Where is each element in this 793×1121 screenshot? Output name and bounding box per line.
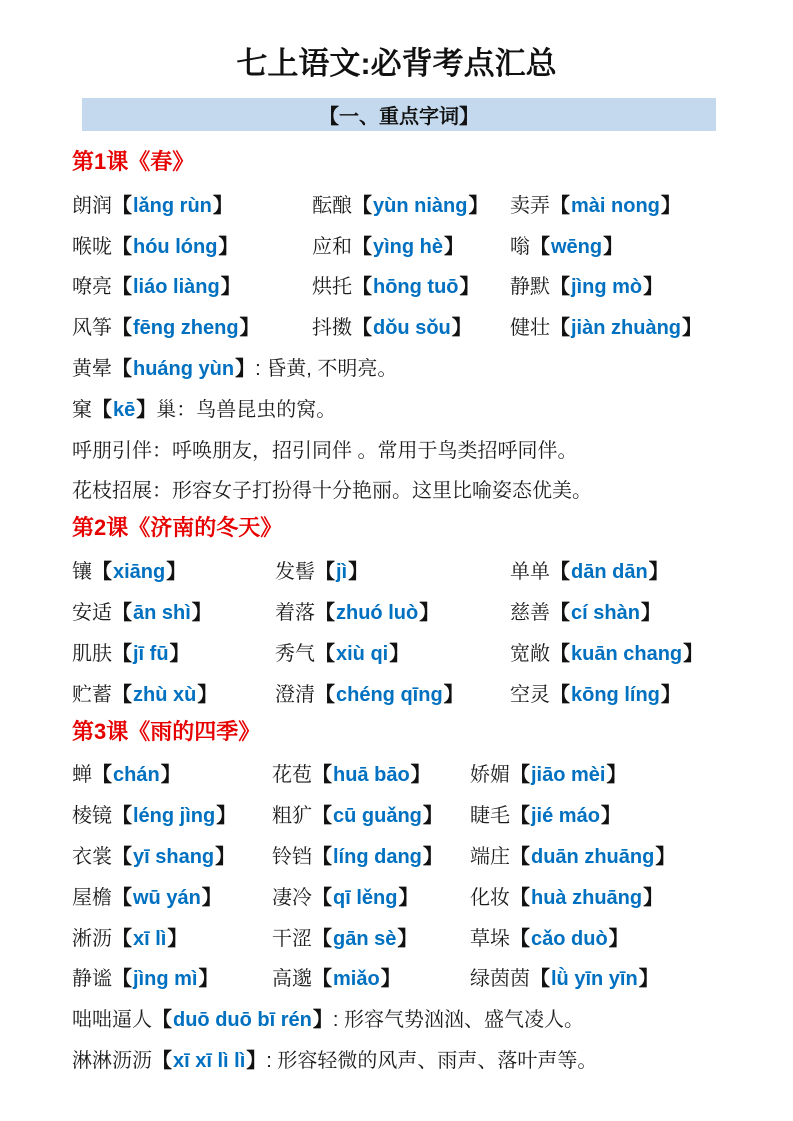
open-bracket: 【 [112, 194, 132, 217]
close-bracket: 】 [468, 194, 489, 217]
vocab-pinyin: ān shì [133, 602, 191, 625]
vocab-row [72, 875, 721, 916]
vocab-word: 着落 [275, 602, 315, 625]
open-bracket: 【 [112, 683, 132, 706]
vocab-pinyin: huáng yùn [133, 358, 235, 381]
open-bracket: 【 [530, 235, 550, 258]
open-bracket: 【 [550, 194, 570, 217]
open-bracket: 【 [352, 276, 372, 299]
vocab-pinyin: qī lěng [333, 886, 398, 909]
vocab-word: 淅沥 [72, 927, 112, 950]
vocab-word: 慈善 [510, 602, 550, 625]
vocab-word: 棱镜 [72, 805, 112, 828]
vocab-entry [72, 962, 272, 991]
vocab-word: 发髻 [275, 561, 315, 584]
vocab-entry [312, 270, 510, 299]
open-bracket: 【 [112, 602, 132, 625]
vocab-pinyin: huā bāo [333, 764, 410, 787]
vocab-entry [470, 881, 721, 910]
vocab-pinyin: lǎng rùn [133, 194, 212, 217]
close-bracket: 】 [398, 886, 419, 909]
vocab-entry [275, 678, 510, 707]
open-bracket: 【 [112, 927, 132, 950]
vocab-pinyin: kē [113, 398, 136, 421]
close-bracket: 】 [169, 642, 190, 665]
open-bracket: 【 [312, 886, 332, 909]
vocab-pinyin: líng dang [333, 846, 422, 869]
idiom-text: 花枝招展：形容女子打扮得十分艳丽。这里比喻姿态优美。 [72, 480, 592, 503]
page-title: 七上语文:必背考点汇总 [236, 46, 557, 81]
vocab-word: 空灵 [510, 683, 550, 706]
vocab-entry [470, 962, 721, 991]
close-bracket: 】 [410, 764, 431, 787]
vocab-word: 静谧 [72, 968, 112, 991]
open-bracket: 【 [510, 764, 530, 787]
close-bracket: 】 [660, 194, 681, 217]
close-bracket: 】 [682, 317, 702, 340]
close-bracket: 】 [643, 886, 664, 909]
vocab-entry [312, 230, 510, 259]
open-bracket: 【 [312, 764, 332, 787]
vocab-entry [72, 922, 272, 951]
close-bracket: 】 [389, 642, 410, 665]
vocab-word: 高邈 [272, 968, 312, 991]
idiom-row [72, 428, 721, 469]
vocab-entry [72, 311, 312, 340]
vocab-word: 单单 [510, 561, 550, 584]
vocab-entry [72, 393, 156, 422]
vocab-row [72, 590, 721, 631]
vocab-pinyin: chán [113, 764, 160, 787]
open-bracket: 【 [550, 683, 570, 706]
close-bracket: 】 [422, 846, 443, 869]
vocab-entry [72, 881, 272, 910]
vocab-pinyin: kōng líng [571, 683, 660, 706]
vocab-entry [470, 799, 721, 828]
vocab-pinyin: duō duō bī rén [173, 1009, 312, 1032]
vocab-row [72, 834, 721, 875]
vocab-pinyin: hōng tuō [373, 276, 459, 299]
vocab-word: 娇媚 [470, 764, 510, 787]
vocab-entry [72, 840, 272, 869]
vocab-entry [470, 840, 721, 869]
vocab-word: 衣裳 [72, 846, 112, 869]
sections-container [72, 147, 721, 1079]
open-bracket: 【 [550, 561, 570, 584]
definition-row [72, 997, 721, 1038]
open-bracket: 【 [550, 317, 570, 340]
close-bracket: 】 [348, 561, 369, 584]
vocab-entry [275, 555, 510, 584]
close-bracket: 】 [606, 764, 627, 787]
close-bracket: 】 [212, 194, 233, 217]
open-bracket: 【 [312, 846, 332, 869]
vocab-pinyin: jiàn zhuàng [571, 317, 681, 340]
vocab-word: 肌肤 [72, 642, 112, 665]
close-bracket: 】 [166, 561, 187, 584]
close-bracket: 】 [643, 276, 664, 299]
close-bracket: 】 [660, 683, 681, 706]
vocab-pinyin: yī shang [133, 846, 215, 869]
vocab-word: 嘹亮 [72, 276, 112, 299]
vocab-word: 端庄 [470, 846, 510, 869]
vocab-word: 干涩 [272, 927, 312, 950]
vocab-pinyin: yùn niàng [373, 194, 468, 217]
close-bracket: 】 [608, 927, 629, 950]
vocab-pinyin: jìng mò [571, 276, 643, 299]
vocab-entry [312, 189, 510, 218]
open-bracket: 【 [510, 805, 530, 828]
vocab-pinyin: jī fū [133, 642, 169, 665]
definition-text: : 形容气势汹汹、盛气凌人。 [332, 1009, 584, 1032]
vocab-word: 绿茵茵 [470, 968, 530, 991]
vocab-pinyin: jì [336, 561, 348, 584]
close-bracket: 】 [216, 805, 237, 828]
vocab-entry [72, 637, 275, 666]
vocab-word: 屋檐 [72, 886, 112, 909]
open-bracket: 【 [315, 561, 335, 584]
open-bracket: 【 [112, 886, 132, 909]
close-bracket: 】 [215, 846, 236, 869]
vocab-word: 黄晕 [72, 358, 112, 381]
vocab-word: 花苞 [272, 764, 312, 787]
vocab-pinyin: gān sè [333, 927, 397, 950]
open-bracket: 【 [92, 764, 112, 787]
vocab-row [72, 793, 721, 834]
vocab-pinyin: xiù qi [336, 642, 389, 665]
open-bracket: 【 [112, 805, 132, 828]
vocab-word: 蝉 [72, 764, 92, 787]
close-bracket: 】 [443, 683, 464, 706]
open-bracket: 【 [530, 968, 550, 991]
vocab-word: 烘托 [312, 276, 352, 299]
vocab-word: 朗润 [72, 194, 112, 217]
open-bracket: 【 [92, 561, 112, 584]
open-bracket: 【 [510, 927, 530, 950]
vocab-pinyin: lǜ yīn yīn [551, 968, 638, 991]
close-bracket: 】 [239, 317, 260, 340]
close-bracket: 】 [380, 968, 401, 991]
definition-row [72, 1038, 721, 1079]
vocab-entry [470, 758, 721, 787]
vocab-word: 淋淋沥沥 [72, 1050, 152, 1073]
close-bracket: 】 [648, 561, 669, 584]
close-bracket: 】 [444, 235, 465, 258]
vocab-word: 镶 [72, 561, 92, 584]
open-bracket: 【 [550, 602, 570, 625]
close-bracket: 】 [419, 602, 440, 625]
vocab-entry [272, 799, 470, 828]
vocab-pinyin: huà zhuāng [531, 886, 643, 909]
close-bracket: 】 [603, 235, 624, 258]
vocab-row [72, 305, 721, 346]
vocab-pinyin: fēng zheng [133, 317, 239, 340]
open-bracket: 【 [312, 968, 332, 991]
vocab-entry [72, 270, 312, 299]
vocab-pinyin: jiāo mèi [531, 764, 606, 787]
vocab-entry [72, 230, 312, 259]
vocab-pinyin: jìng mì [133, 968, 198, 991]
vocab-word: 粗犷 [272, 805, 312, 828]
close-bracket: 】 [191, 602, 212, 625]
vocab-pinyin: jié máo [531, 805, 600, 828]
section-banner [82, 98, 716, 131]
vocab-entry [312, 311, 510, 340]
close-bracket: 】 [218, 235, 239, 258]
vocab-word: 秀气 [275, 642, 315, 665]
open-bracket: 【 [112, 846, 132, 869]
vocab-pinyin: kuān chang [571, 642, 683, 665]
lesson-section-title: 第2课《济南的冬天》 [72, 515, 283, 541]
open-bracket: 【 [152, 1009, 172, 1032]
vocab-row [72, 672, 721, 713]
vocab-entry [72, 758, 272, 787]
open-bracket: 【 [112, 235, 132, 258]
vocab-entry [275, 596, 510, 625]
vocab-word: 窠 [72, 398, 92, 421]
vocab-pinyin: xī xī lì lì [173, 1050, 246, 1073]
vocab-entry [272, 881, 470, 910]
vocab-entry [275, 637, 510, 666]
vocab-word: 喉咙 [72, 235, 112, 258]
vocab-pinyin: chéng qīng [336, 683, 443, 706]
vocab-pinyin: cū guǎng [333, 805, 422, 828]
lesson-section-2 [72, 513, 721, 712]
vocab-entry [510, 637, 721, 666]
vocab-entry [72, 555, 275, 584]
open-bracket: 【 [510, 846, 530, 869]
vocab-word: 化妆 [470, 886, 510, 909]
vocab-word: 酝酿 [312, 194, 352, 217]
vocab-row [72, 183, 721, 224]
open-bracket: 【 [550, 276, 570, 299]
vocab-entry [272, 840, 470, 869]
close-bracket: 】 [160, 764, 181, 787]
open-bracket: 【 [352, 317, 372, 340]
open-bracket: 【 [352, 194, 372, 217]
vocab-pinyin: dǒu sǒu [373, 317, 451, 340]
vocab-entry [72, 189, 312, 218]
vocab-row [72, 265, 721, 306]
lesson-section-title: 第1课《春》 [72, 149, 195, 174]
open-bracket: 【 [312, 805, 332, 828]
open-bracket: 【 [315, 683, 335, 706]
definition-text: : 形容轻微的风声、雨声、落叶声等。 [266, 1050, 598, 1073]
close-bracket: 】 [167, 927, 188, 950]
vocab-word: 宽敞 [510, 642, 550, 665]
definition-text: 巢：鸟兽昆虫的窝。 [156, 398, 337, 421]
vocab-pinyin: léng jìng [133, 805, 216, 828]
idiom-text: 呼朋引伴：呼唤朋友，招引同伴 。常用于鸟类招呼同伴。 [72, 439, 578, 462]
vocab-pinyin: dān dān [571, 561, 648, 584]
open-bracket: 【 [510, 886, 530, 909]
lesson-section-1 [72, 147, 721, 509]
close-bracket: 】 [655, 846, 676, 869]
vocab-pinyin: cí shàn [571, 602, 640, 625]
vocab-entry [510, 189, 721, 218]
close-bracket: 】 [198, 968, 219, 991]
close-bracket: 】 [638, 968, 659, 991]
banner-label: 【一、重点字词】 [319, 106, 479, 128]
close-bracket: 】 [459, 276, 480, 299]
vocab-word: 凄冷 [272, 886, 312, 909]
close-bracket: 】 [136, 398, 157, 421]
vocab-row [72, 224, 721, 265]
vocab-entry [72, 1003, 333, 1032]
close-bracket: 】 [312, 1009, 333, 1032]
vocab-pinyin: liáo liàng [133, 276, 220, 299]
open-bracket: 【 [315, 642, 335, 665]
vocab-entry [72, 596, 275, 625]
vocab-pinyin: wēng [551, 235, 603, 258]
vocab-word: 静默 [510, 276, 550, 299]
vocab-entry [470, 922, 721, 951]
open-bracket: 【 [312, 927, 332, 950]
vocab-row [72, 753, 721, 794]
vocab-pinyin: zhù xù [133, 683, 197, 706]
close-bracket: 】 [197, 683, 218, 706]
close-bracket: 】 [235, 358, 256, 381]
vocab-word: 草垛 [470, 927, 510, 950]
lesson-section-3 [72, 717, 721, 1079]
vocab-word: 卖弄 [510, 194, 550, 217]
close-bracket: 】 [246, 1050, 267, 1073]
vocab-row [72, 631, 721, 672]
open-bracket: 【 [92, 398, 112, 421]
close-bracket: 】 [220, 276, 241, 299]
idiom-row [72, 469, 721, 510]
open-bracket: 【 [112, 358, 132, 381]
vocab-word: 安适 [72, 602, 112, 625]
close-bracket: 】 [640, 602, 661, 625]
open-bracket: 【 [152, 1050, 172, 1073]
vocab-word: 健壮 [510, 317, 550, 340]
vocab-word: 贮蓄 [72, 683, 112, 706]
close-bracket: 】 [397, 927, 418, 950]
close-bracket: 】 [451, 317, 472, 340]
open-bracket: 【 [352, 235, 372, 258]
vocab-entry [510, 270, 721, 299]
definition-row [72, 346, 721, 387]
vocab-word: 风筝 [72, 317, 112, 340]
vocab-entry [72, 799, 272, 828]
vocab-word: 咄咄逼人 [72, 1009, 152, 1032]
lesson-section-title: 第3课《雨的四季》 [72, 718, 261, 744]
vocab-entry [510, 678, 721, 707]
vocab-pinyin: mài nong [571, 194, 660, 217]
definition-row [72, 387, 721, 428]
vocab-word: 澄清 [275, 683, 315, 706]
vocab-pinyin: xī lì [133, 927, 167, 950]
close-bracket: 】 [683, 642, 704, 665]
vocab-word: 应和 [312, 235, 352, 258]
open-bracket: 【 [315, 602, 335, 625]
vocab-row [72, 916, 721, 957]
vocab-entry [272, 758, 470, 787]
vocab-row [72, 549, 721, 590]
open-bracket: 【 [112, 317, 132, 340]
vocab-pinyin: hóu lóng [133, 235, 218, 258]
open-bracket: 【 [112, 642, 132, 665]
vocab-entry [72, 678, 275, 707]
vocab-pinyin: duān zhuāng [531, 846, 655, 869]
vocab-entry [510, 555, 721, 584]
vocab-row [72, 957, 721, 998]
vocab-pinyin: miǎo [333, 968, 380, 991]
vocab-entry [272, 922, 470, 951]
vocab-word: 抖擞 [312, 317, 352, 340]
vocab-pinyin: yìng hè [373, 235, 444, 258]
vocab-entry [72, 1044, 266, 1073]
close-bracket: 】 [201, 886, 222, 909]
vocab-entry [72, 352, 255, 381]
vocab-pinyin: wū yán [133, 886, 201, 909]
vocab-pinyin: cǎo duò [531, 927, 608, 950]
definition-text: : 昏黄, 不明亮。 [255, 358, 398, 381]
vocab-entry [510, 311, 721, 340]
open-bracket: 【 [550, 642, 570, 665]
vocab-pinyin: xiāng [113, 561, 166, 584]
open-bracket: 【 [112, 968, 132, 991]
vocab-word: 铃铛 [272, 846, 312, 869]
vocab-entry [510, 596, 721, 625]
vocab-word: 睫毛 [470, 805, 510, 828]
vocab-word: 嗡 [510, 235, 530, 258]
vocab-entry [272, 962, 470, 991]
close-bracket: 】 [600, 805, 621, 828]
open-bracket: 【 [112, 276, 132, 299]
vocab-entry [510, 230, 721, 259]
close-bracket: 】 [422, 805, 443, 828]
vocab-pinyin: zhuó luò [336, 602, 419, 625]
